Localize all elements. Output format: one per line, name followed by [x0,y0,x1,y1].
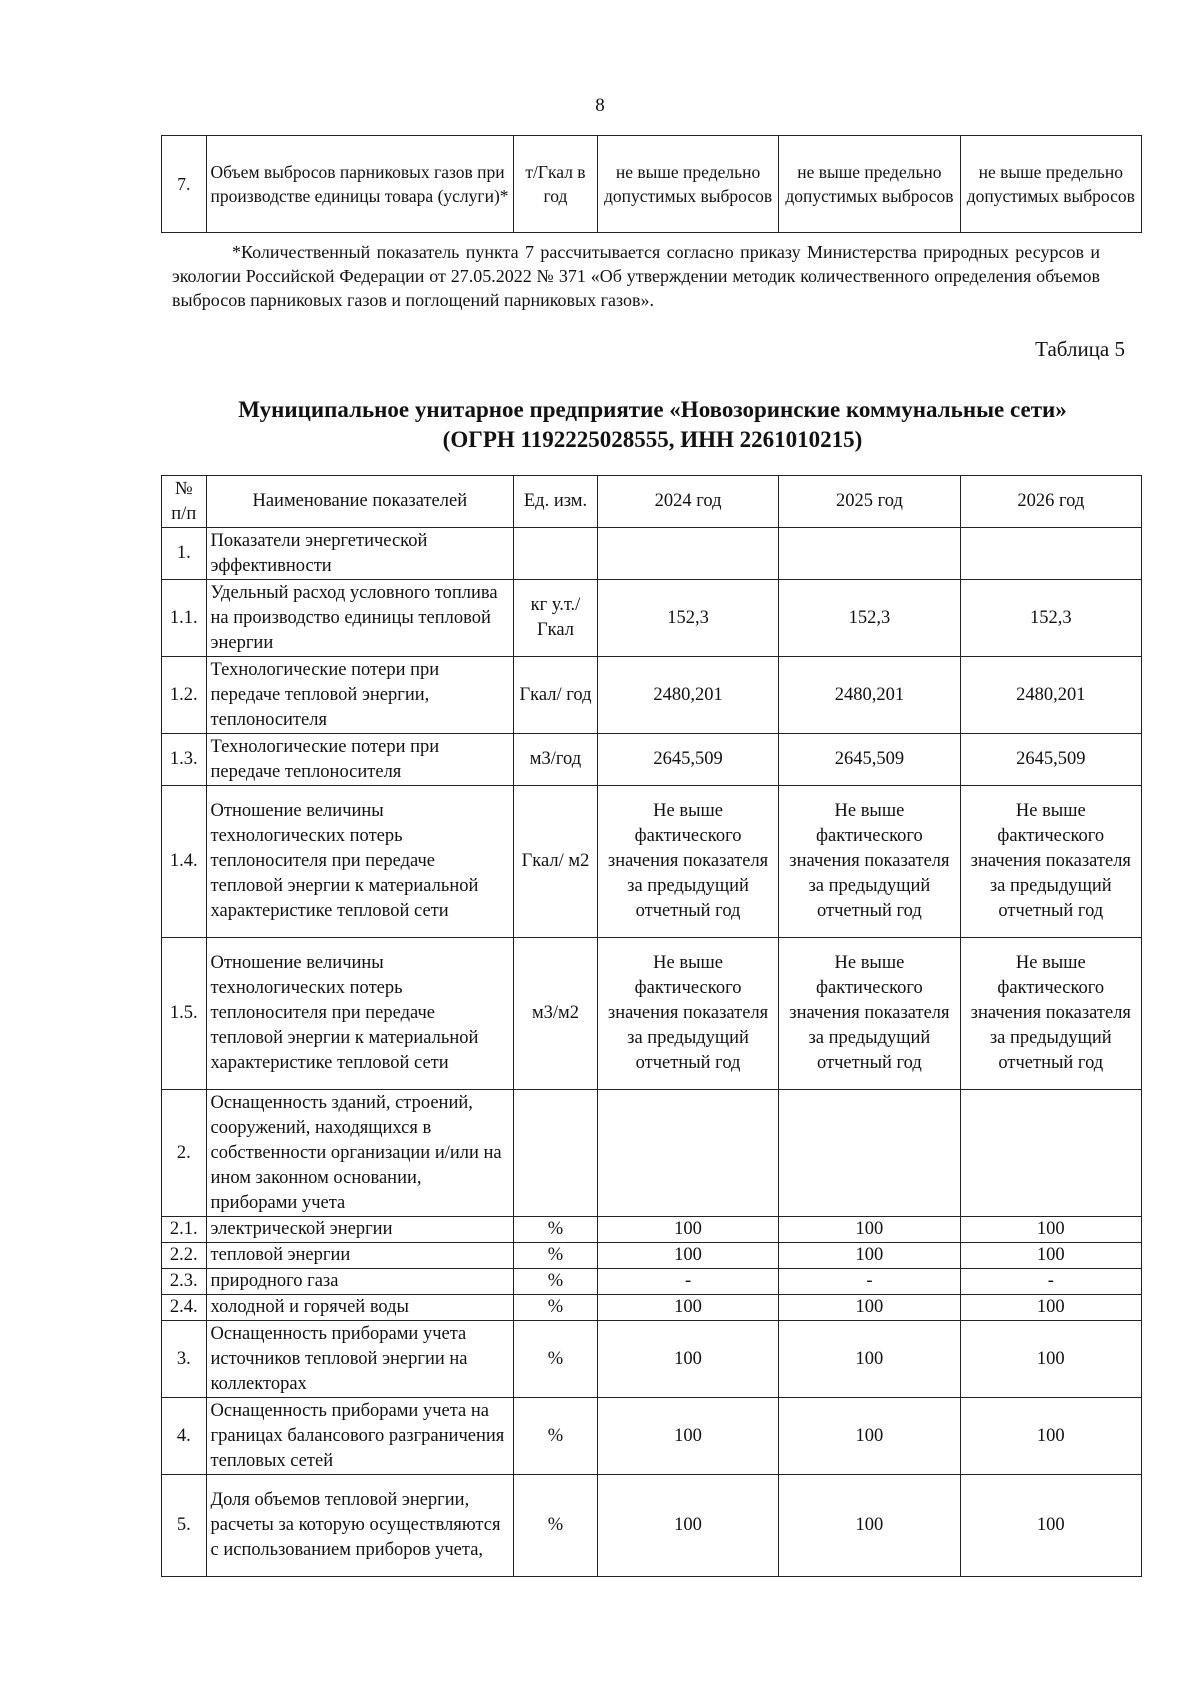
row-number: 1.1. [162,580,207,657]
unit-cell: % [514,1243,598,1269]
row-number: 2.4. [162,1295,207,1321]
value-2026 [960,1090,1141,1217]
top-table [161,135,1142,233]
value-2024: Не выше фактического значения показателя за предыдущий отчетный год [597,938,778,1090]
unit-cell: % [514,1269,598,1295]
value-2024: 100 [597,1321,778,1398]
value-2026: не выше предельно допустимых выбросов [960,136,1141,233]
row-number: 5. [162,1475,207,1577]
value-2024: 100 [597,1398,778,1475]
unit-cell: % [514,1321,598,1398]
value-2025: 2645,509 [779,734,960,786]
row-number: 3. [162,1321,207,1398]
indicator-name: тепловой энергии [206,1243,514,1269]
value-2024: 2480,201 [597,657,778,734]
unit-cell: т/Гкал в год [514,136,598,233]
table-row [162,1269,1142,1295]
value-2025: - [779,1269,960,1295]
table-row [162,657,1142,734]
table-row [162,1321,1142,1398]
value-2026: Не выше фактического значения показателя за предыдущий отчетный год [960,786,1141,938]
value-2024: 100 [597,1475,778,1577]
row-number: 2.2. [162,1243,207,1269]
table-caption: Таблица 5 [1035,337,1125,361]
indicator-name: Технологические потери при передаче тепловой энергии, теплоносителя [206,657,514,734]
row-number: 4. [162,1398,207,1475]
indicator-name: Оснащенность приборами учета источников тепловой энергии на коллекторах [206,1321,514,1398]
value-2026: 152,3 [960,580,1141,657]
value-2025: Не выше фактического значения показателя за предыдущий отчетный год [779,786,960,938]
value-2025 [779,1090,960,1217]
table-row [162,1090,1142,1217]
unit-cell: Гкал/ м2 [514,786,598,938]
value-2026: - [960,1269,1141,1295]
unit-cell: % [514,1398,598,1475]
unit-cell: % [514,1475,598,1577]
value-2026: Не выше фактического значения показателя за предыдущий отчетный год [960,938,1141,1090]
value-2025 [779,528,960,580]
indicator-name: Отношение величины технологических потерь теплоносителя при передаче тепловой энергии к материальной характеристике тепловой сети [206,938,514,1090]
value-2024: - [597,1269,778,1295]
indicator-name: холодной и горячей воды [206,1295,514,1321]
unit-cell [514,1090,598,1217]
value-2026: 2480,201 [960,657,1141,734]
unit-cell: % [514,1295,598,1321]
value-2024 [597,528,778,580]
row-number: 1.2. [162,657,207,734]
value-2025: 100 [779,1475,960,1577]
table-row [162,938,1142,1090]
table-row [162,786,1142,938]
value-2024: не выше предельно допустимых выбросов [597,136,778,233]
indicator-name: электрической энергии [206,1217,514,1243]
value-2025: 100 [779,1217,960,1243]
value-2024: 2645,509 [597,734,778,786]
row-number: 2.3. [162,1269,207,1295]
row-number: 2. [162,1090,207,1217]
header-2024: 2024 год [597,476,778,528]
value-2026: 100 [960,1321,1141,1398]
table-row [162,734,1142,786]
value-2025: 2480,201 [779,657,960,734]
value-2025: 100 [779,1243,960,1269]
value-2026: 100 [960,1217,1141,1243]
page-number: 8 [595,95,605,116]
unit-cell: Гкал/ год [514,657,598,734]
value-2026 [960,528,1141,580]
unit-cell: м3/год [514,734,598,786]
header-unit: Ед. изм. [514,476,598,528]
value-2025: 100 [779,1295,960,1321]
row-number: 1.5. [162,938,207,1090]
table-row [162,1243,1142,1269]
table-row [162,528,1142,580]
indicator-name: Удельный расход условного топлива на производство единицы тепловой энергии [206,580,514,657]
indicator-name: Объем выбросов парниковых газов при производстве единицы товара (услуги)* [206,136,514,233]
value-2026: 100 [960,1243,1141,1269]
row-number: 1.4. [162,786,207,938]
organization-name: Муниципальное унитарное предприятие «Новозоринские коммунальные сети» [238,397,1067,422]
header-number: № п/п [162,476,207,528]
header-2026: 2026 год [960,476,1141,528]
value-2025: не выше предельно допустимых выбросов [779,136,960,233]
row-number: 2.1. [162,1217,207,1243]
value-2026: 100 [960,1475,1141,1577]
table-row [162,1475,1142,1577]
value-2025: 152,3 [779,580,960,657]
indicator-name: природного газа [206,1269,514,1295]
value-2026: 100 [960,1398,1141,1475]
row-number: 1. [162,528,207,580]
value-2025: Не выше фактического значения показателя за предыдущий отчетный год [779,938,960,1090]
indicator-name: Оснащенность зданий, строений, сооружений, находящихся в собственности организации и/или на ином законном основании, приборами учета [206,1090,514,1217]
organization-title [160,395,1145,455]
value-2024: 100 [597,1295,778,1321]
unit-cell: м3/м2 [514,938,598,1090]
header-name: Наименование показателей [206,476,514,528]
value-2026: 2645,509 [960,734,1141,786]
value-2026: 100 [960,1295,1141,1321]
unit-cell: % [514,1217,598,1243]
organization-registration: (ОГРН 1192225028555, ИНН 2261010215) [442,427,863,452]
value-2024: 100 [597,1243,778,1269]
table-row [162,1398,1142,1475]
table-row [162,1295,1142,1321]
header-2025: 2025 год [779,476,960,528]
value-2024: Не выше фактического значения показателя за предыдущий отчетный год [597,786,778,938]
unit-cell [514,528,598,580]
indicator-name: Доля объемов тепловой энергии, расчеты за которую осуществляются с использованием приборов учета, [206,1475,514,1577]
row-number: 7. [162,136,207,233]
value-2024: 152,3 [597,580,778,657]
table-header-row [162,476,1142,528]
value-2024: 100 [597,1217,778,1243]
indicators-table [161,475,1142,1577]
indicator-name: Оснащенность приборами учета на границах балансового разграничения тепловых сетей [206,1398,514,1475]
value-2024 [597,1090,778,1217]
row-number: 1.3. [162,734,207,786]
footnote: *Количественный показатель пункта 7 рассчитывается согласно приказу Министерства природных ресурсов и экологии Российской Федерации от 27.05.2022 № 371 «Об утверждении методик количественного определения объемов выбросов парниковых газов и поглощений парниковых газов». [172,242,1100,310]
indicator-name: Технологические потери при передаче теплоносителя [206,734,514,786]
indicator-name: Отношение величины технологических потерь теплоносителя при передаче тепловой энергии к материальной характеристике тепловой сети [206,786,514,938]
indicator-name: Показатели энергетической эффективности [206,528,514,580]
table-row [162,580,1142,657]
value-2025: 100 [779,1321,960,1398]
table-row [162,136,1142,233]
table-row [162,1217,1142,1243]
unit-cell: кг у.т./ Гкал [514,580,598,657]
value-2025: 100 [779,1398,960,1475]
